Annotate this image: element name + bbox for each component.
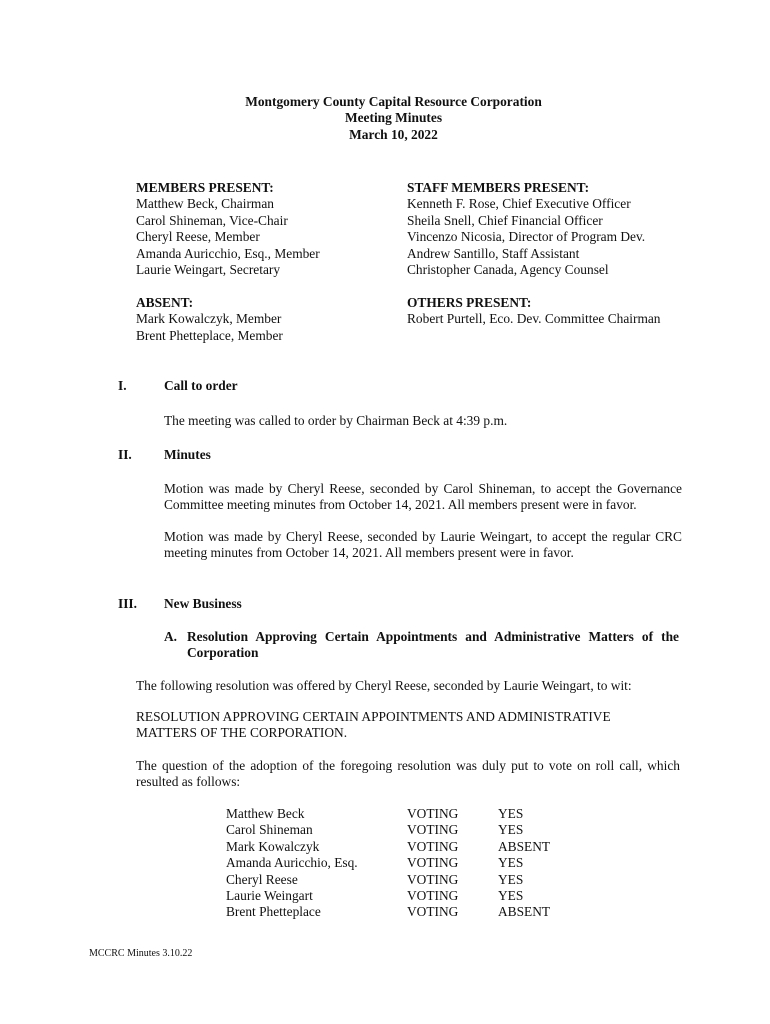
section-number: I. [118, 378, 127, 393]
section-title: Call to order [164, 378, 238, 393]
section-paragraph: The meeting was called to order by Chairman Beck at 4:39 p.m. [164, 413, 508, 428]
resolution-offered: The following resolution was offered by Cheryl Reese, seconded by Laurie Weingart, to wit: [136, 678, 632, 693]
member-name: Cheryl Reese, Member [136, 229, 260, 245]
organization-name: Montgomery County Capital Resource Corporation [245, 94, 542, 109]
resolution-title: Resolution Approving Certain Appointments and Administrative Matters of the Corporation [187, 629, 679, 661]
voter-status: VOTING [407, 904, 459, 920]
absent-heading: ABSENT: [136, 295, 194, 310]
document-header [0, 94, 770, 143]
voter-name: Cheryl Reese [226, 871, 298, 887]
vote-statuses [407, 806, 487, 921]
voter-status: VOTING [407, 888, 459, 904]
staff-present-block [407, 180, 727, 278]
voter-result: ABSENT [498, 904, 551, 920]
voter-name: Brent Phetteplace [226, 904, 321, 920]
resolution-question: The question of the adoption of the foregoing resolution was duly put to vote on roll call, which resulted as follows: [136, 758, 680, 790]
member-name: Laurie Weingart, Secretary [136, 262, 281, 278]
section-number: II. [118, 447, 132, 462]
voter-status: VOTING [407, 838, 459, 854]
absent-name: Mark Kowalczyk, Member [136, 311, 282, 327]
voter-result: YES [498, 822, 524, 838]
section-paragraph: Motion was made by Cheryl Reese, seconded by Carol Shineman, to accept the Governance Committee meeting minutes from October 14, 2021. All members present were in favor. [164, 481, 682, 513]
vote-names [226, 806, 396, 921]
member-name: Matthew Beck, Chairman [136, 196, 274, 212]
voter-name: Laurie Weingart [226, 888, 313, 904]
member-name: Amanda Auricchio, Esq., Member [136, 245, 320, 261]
document-title: Meeting Minutes [344, 110, 443, 126]
voter-result: YES [498, 871, 524, 887]
section-title: Minutes [164, 447, 211, 462]
member-name: Carol Shineman, Vice-Chair [136, 212, 288, 228]
voter-result: YES [498, 806, 524, 821]
resolution-heading [164, 629, 679, 662]
voter-result: YES [498, 855, 524, 871]
page-footer: MCCRC Minutes 3.10.22 [89, 948, 193, 959]
voter-result: ABSENT [498, 838, 551, 854]
voter-result: YES [498, 888, 524, 904]
section-number: III. [118, 596, 137, 611]
staff-name: Vincenzo Nicosia, Director of Program Dev. [407, 229, 646, 245]
staff-name: Christopher Canada, Agency Counsel [407, 262, 609, 278]
voter-name: Carol Shineman [226, 822, 313, 838]
voter-name: Mark Kowalczyk [226, 838, 320, 854]
others-present-heading: OTHERS PRESENT: [407, 295, 532, 310]
staff-name: Andrew Santillo, Staff Assistant [407, 245, 580, 261]
resolution-label: A. [164, 629, 178, 644]
voter-name: Amanda Auricchio, Esq. [226, 855, 358, 871]
other-name: Robert Purtell, Eco. Dev. Committee Chairman [407, 311, 661, 327]
members-present-block [136, 180, 386, 278]
voter-status: VOTING [407, 855, 459, 871]
resolution-name: RESOLUTION APPROVING CERTAIN APPOINTMENTS AND ADMINISTRATIVE MATTERS OF THE CORPORATION. [136, 709, 611, 741]
staff-name: Sheila Snell, Chief Financial Officer [407, 212, 603, 228]
members-present-heading: MEMBERS PRESENT: [136, 180, 274, 195]
vote-results [498, 806, 578, 921]
others-present-block [407, 295, 727, 328]
voter-status: VOTING [407, 822, 459, 838]
voter-status: VOTING [407, 871, 459, 887]
absent-name: Brent Phetteplace, Member [136, 327, 283, 343]
voter-status: VOTING [407, 806, 459, 821]
staff-name: Kenneth F. Rose, Chief Executive Officer [407, 196, 631, 212]
meeting-date: March 10, 2022 [349, 126, 438, 142]
section-paragraph: Motion was made by Cheryl Reese, seconded by Laurie Weingart, to accept the regular CRC meeting minutes from October 14, 2021. All members present were in favor. [164, 529, 682, 561]
voter-name: Matthew Beck [226, 806, 305, 821]
section-title: New Business [164, 596, 242, 611]
absent-block [136, 295, 386, 344]
staff-present-heading: STAFF MEMBERS PRESENT: [407, 180, 590, 195]
